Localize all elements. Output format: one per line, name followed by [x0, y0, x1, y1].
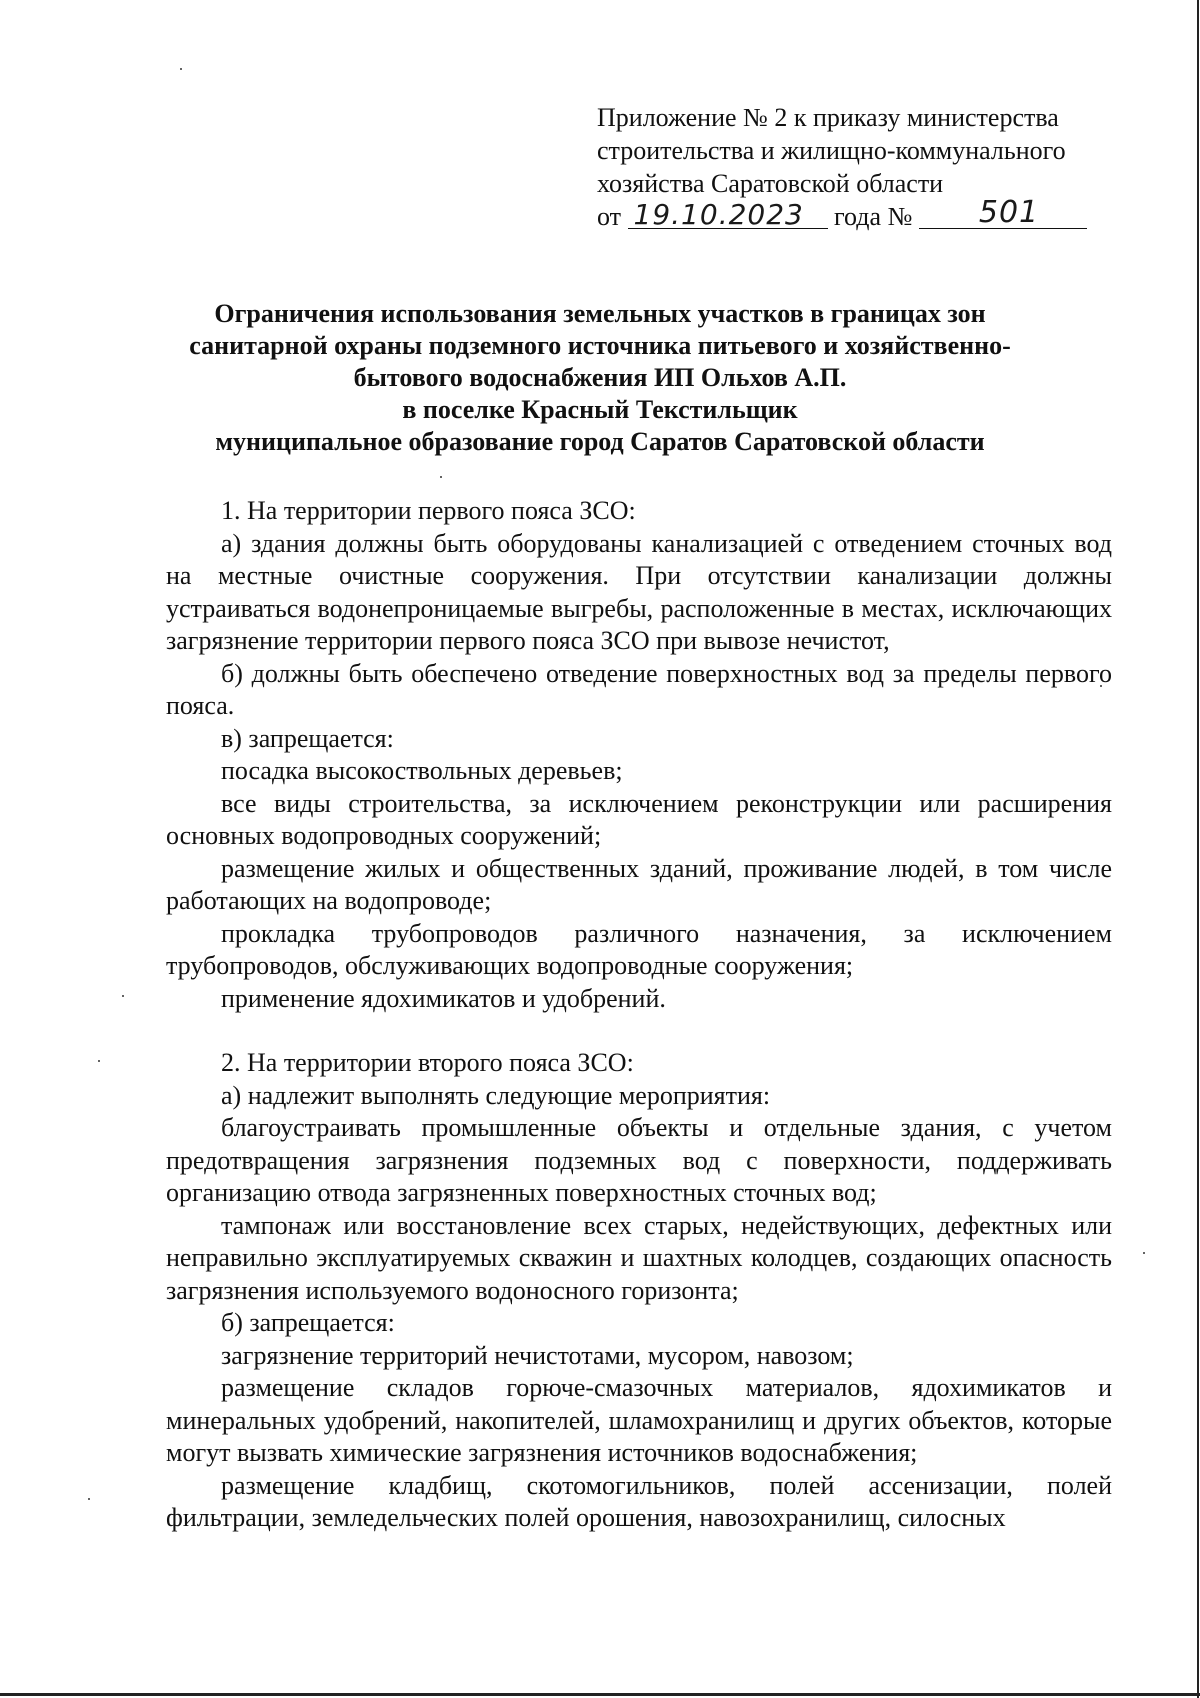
title-line: в поселке Красный Текстильщик: [402, 395, 798, 424]
year-number-label: года №: [834, 202, 913, 231]
scan-border-right: [1197, 0, 1199, 1698]
scan-speck: [88, 1498, 90, 1500]
document-title: [150, 298, 1050, 458]
handwritten-number: 501: [978, 195, 1040, 230]
list-item: загрязнение территорий нечистотами, мусором, навозом;: [221, 1340, 854, 1370]
header-line: Приложение № 2 к приказу министерства: [597, 103, 1059, 132]
list-item: прокладка трубопроводов различного назначения, за исключением трубопроводов, обслуживающих водопроводные сооружения;: [166, 918, 1112, 980]
list-item: благоустраивать промышленные объекты и отдельные здания, с учетом предотвращения загрязнения подземных вод с поверхности, поддерживать организацию отвода загрязненных поверхностных сточных вод;: [166, 1113, 1112, 1207]
list-item: размещение складов горюче-смазочных материалов, ядохимикатов и минеральных удобрений, накопителей, шламохранилищ и других объектов, которые могут вызвать химические загрязнения источников водоснабжения;: [166, 1373, 1112, 1467]
section-heading: 2. На территории второго пояса ЗСО:: [221, 1048, 634, 1077]
paragraph: б) должны быть обеспечено отведение поверхностных вод за пределы первого пояса.: [166, 658, 1112, 720]
paragraph: в) запрещается:: [221, 723, 394, 753]
scan-speck: [122, 995, 124, 997]
scan-speck: [98, 1060, 100, 1062]
paragraph: а) здания должны быть оборудованы канализацией с отведением сточных вод на местные очистные сооружения. При отсутствии канализации должны устраиваться водонепроницаемые выгребы, расположенные в местах, исключающих загрязнение территории первого пояса ЗСО при вывозе нечистот,: [166, 528, 1112, 655]
list-item: все виды строительства, за исключением реконструкции или расширения основных водопроводных сооружений;: [166, 788, 1112, 850]
appendix-header: [597, 101, 1117, 233]
scan-speck: [440, 476, 442, 478]
title-line: бытового водоснабжения ИП Ольхов А.П.: [353, 363, 847, 392]
paragraph: а) надлежит выполнять следующие мероприятия:: [221, 1080, 771, 1110]
title-line: муниципальное образование город Саратов Саратовской области: [215, 427, 985, 456]
section-spacer: [166, 1015, 1112, 1047]
list-item: посадка высокоствольных деревьев;: [221, 756, 623, 785]
paragraph: б) запрещается:: [221, 1308, 395, 1337]
title-line: Ограничения использования земельных участков в границах зон: [214, 299, 986, 328]
handwritten-date: 19.10.2023: [633, 198, 804, 231]
header-date-line: [597, 195, 1117, 233]
list-item: размещение кладбищ, скотомогильников, полей ассенизации, полей фильтрации, земледельческих полей орошения, навозохранилищ, силосных: [166, 1470, 1112, 1532]
section-heading: 1. На территории первого пояса ЗСО:: [221, 496, 636, 525]
scan-speck: [1143, 1252, 1145, 1254]
list-item: применение ядохимикатов и удобрений.: [221, 983, 666, 1013]
list-item: тампонаж или восстановление всех старых, недействующих, дефектных или неправильно эксплуатируемых скважин и шахтных колодцев, создающих опасность загрязнения используемого водоносного горизонта;: [166, 1210, 1112, 1305]
list-item: размещение жилых и общественных зданий, проживание людей, в том числе работающих на водопроводе;: [166, 853, 1112, 915]
scan-border-bottom: [0, 1693, 1200, 1696]
number-field: [919, 195, 1087, 233]
header-line: строительства и жилищно-коммунального: [597, 136, 1066, 165]
title-line: санитарной охраны подземного источника питьевого и хозяйственно-: [189, 331, 1011, 360]
header-line: хозяйства Саратовской области: [597, 169, 944, 198]
scan-speck: [180, 68, 182, 70]
date-field: [628, 200, 828, 233]
document-body: [166, 495, 1112, 1535]
from-label: от: [597, 202, 622, 231]
